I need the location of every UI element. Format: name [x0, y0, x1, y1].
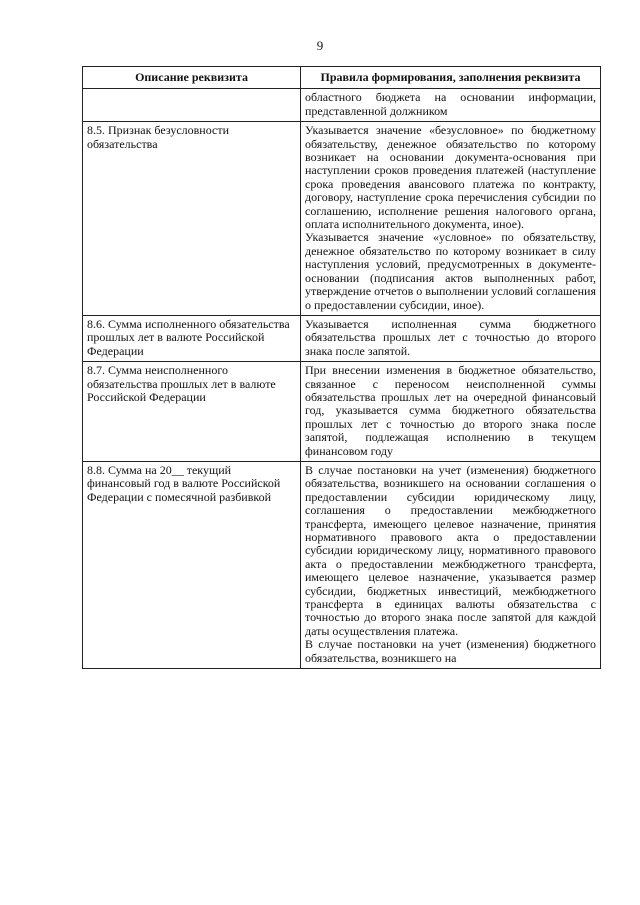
- table-row: [83, 362, 601, 462]
- rules-paragraph: В случае постановки на учет (изменения) бюджетного обязательства, возникшего на: [305, 637, 596, 665]
- rules-paragraph: В случае постановки на учет (изменения) бюджетного обязательства, возникшего на основании соглашения о предоставлении субсидии юридическому лицу, соглашения о предоставлении межбюджетного трансферта, имеющего целевое назначение, принятия нормативного правового акта о предоставлении субсидии юридическому лицу, нормативного правового акта о предоставлении межбюджетного трансферта, имеющего целевое назначение, указывается размер субсидии, бюджетных инвестиций, межбюджетного трансферта в единицах валюты обязательства с точностью до второго знака после запятой для каждой даты осуществления платежа.: [305, 462, 596, 638]
- row-rules: [301, 122, 601, 316]
- row-description: 8.6. Сумма исполненного обязательства прошлых лет в валюте Российской Федерации: [83, 315, 301, 361]
- row-rules: [301, 461, 601, 668]
- page-number: 9: [316, 38, 324, 53]
- rules-paragraph: Указывается исполненная сумма бюджетного обязательства прошлых лет с точностью до второго знака после запятой.: [305, 316, 596, 358]
- row-description: 8.8. Сумма на 20__ текущий финансовый год в валюте Российской Федерации с помесячной разбивкой: [83, 461, 301, 668]
- requisites-table: [82, 66, 601, 669]
- row-rules: [301, 315, 601, 361]
- rules-paragraph: областного бюджета на основании информации, представленной должником: [305, 90, 596, 118]
- table-row: [83, 461, 601, 668]
- table-row: [83, 89, 601, 122]
- row-description: [83, 89, 301, 122]
- row-description: 8.5. Признак безусловности обязательства: [83, 122, 301, 316]
- header-rules: Правила формирования, заполнения реквизита: [301, 67, 601, 89]
- table-row: [83, 122, 601, 316]
- table-header-row: [83, 67, 601, 89]
- header-description: Описание реквизита: [83, 67, 301, 89]
- rules-paragraph: При внесении изменения в бюджетное обязательство, связанное с переносом неисполненной суммы обязательства прошлых лет на очередной финансовый год, указывается сумма бюджетного обязательства прошлых лет с точностью до второго знака после запятой, подлежащая исполнению в текущем финансовом году: [305, 363, 596, 458]
- row-rules: [301, 89, 601, 122]
- row-description: 8.7. Сумма неисполненного обязательства прошлых лет в валюте Российской Федерации: [83, 362, 301, 462]
- rules-paragraph: Указывается значение «условное» по обязательству, денежное обязательство по которому возникает в силу наступления условий, предусмотренных в документе-основании (подписания актов выполненных работ, утверждение отчетов о выполнении условий соглашения о предоставлении субсидии, иное).: [305, 230, 596, 312]
- table-row: [83, 315, 601, 361]
- row-rules: [301, 362, 601, 462]
- rules-paragraph: Указывается значение «безусловное» по бюджетному обязательству, денежное обязательство по которому возникает на основании документа-основания при наступлении сроков проведения платежей (наступление срока проведения авансового платежа по контракту, договору, наступление срока перечисления субсидии по соглашению, исполнение решения налогового органа, оплата исполнительного документа, иное).: [305, 123, 596, 232]
